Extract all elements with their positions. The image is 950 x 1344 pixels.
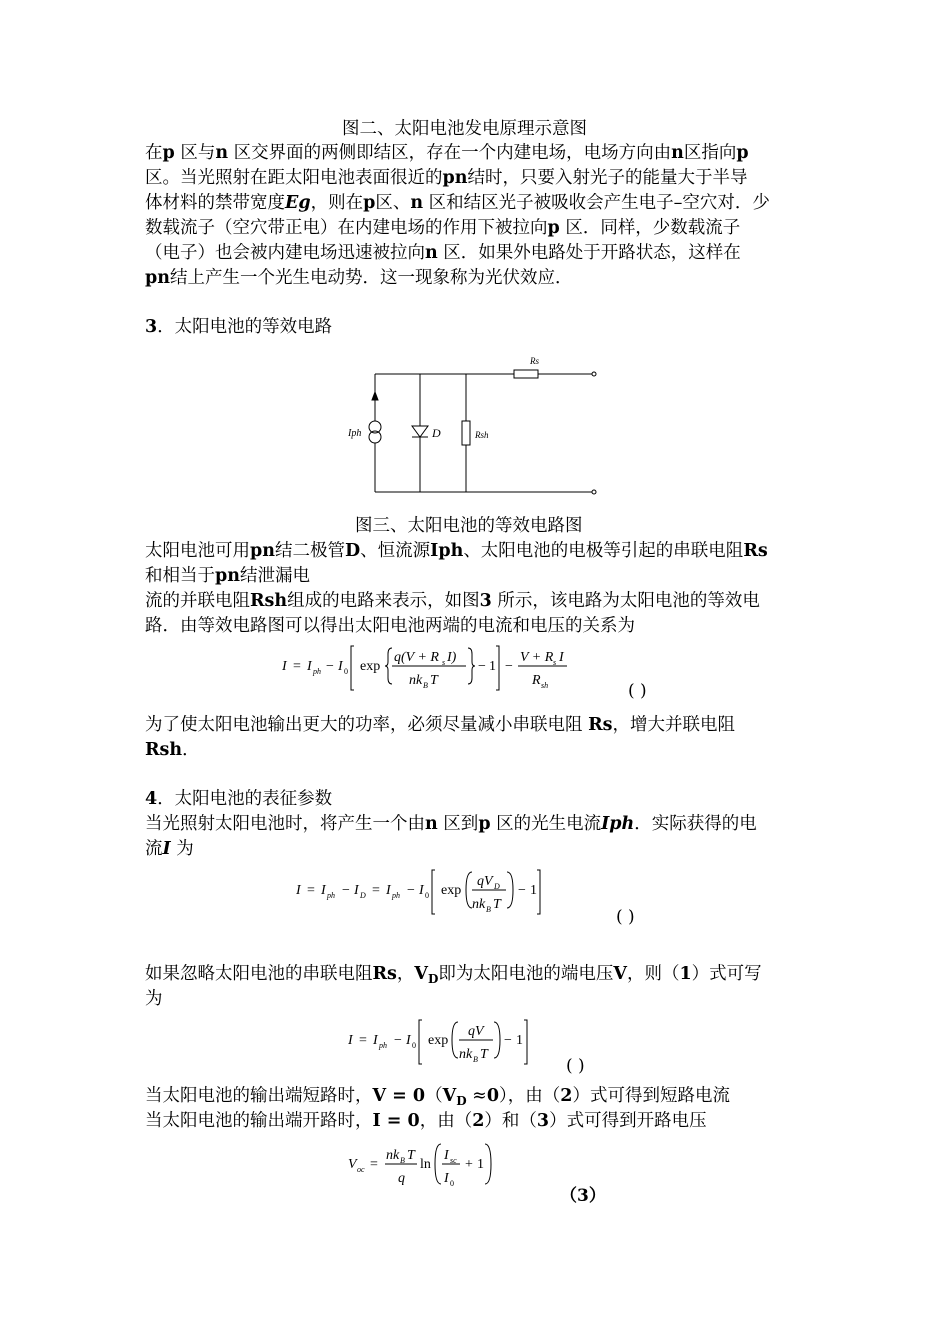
svg-text:I: I bbox=[419, 883, 424, 898]
svg-text:−: − bbox=[518, 883, 526, 898]
svg-text:s: s bbox=[442, 658, 446, 667]
equation-1 bbox=[282, 642, 582, 694]
svg-text:I): I) bbox=[447, 650, 457, 665]
para1-line3: 体材料的禁带宽度Eg，则在p区、n 区和结区光子被吸收会产生电子–空穴对．少 bbox=[145, 193, 770, 213]
para1-line5: （电子）也会被内建电场迅速被拉向n 区．如果外电路处于开路状态，这样在 bbox=[145, 243, 741, 263]
svg-text:s: s bbox=[553, 658, 557, 667]
svg-text:−: − bbox=[478, 659, 486, 674]
svg-text:I: I bbox=[348, 1033, 353, 1048]
equation-3 bbox=[348, 1016, 538, 1068]
para3-line2: Rsh． bbox=[145, 740, 200, 760]
svg-text:B: B bbox=[400, 1156, 405, 1165]
svg-text:nk: nk bbox=[472, 897, 486, 912]
svg-text:I: I bbox=[444, 1148, 449, 1163]
equation-4 bbox=[348, 1140, 498, 1194]
svg-text:B: B bbox=[486, 905, 491, 914]
svg-text:T: T bbox=[430, 673, 438, 688]
para1-line4: 数载流子（空穴带正电）在内建电场的作用下被拉向p 区．同样，少数载流子 bbox=[145, 218, 741, 238]
para2-line4: 路．由等效电路图可以得出太阳电池两端的电流和电压的关系为 bbox=[145, 616, 635, 636]
svg-text:I: I bbox=[354, 883, 359, 898]
svg-text:nk: nk bbox=[459, 1047, 473, 1062]
svg-text:−: − bbox=[407, 883, 415, 898]
svg-text:nk: nk bbox=[386, 1148, 400, 1163]
svg-text:=: = bbox=[372, 883, 380, 898]
para2-line3: 流的并联电阻Rsh组成的电路来表示，如图3 所示，该电路为太阳电池的等效电 bbox=[145, 591, 760, 611]
para1-line6: pn结上产生一个光生电动势．这一现象称为光伏效应． bbox=[145, 268, 573, 288]
svg-text:=: = bbox=[307, 883, 315, 898]
svg-text:T: T bbox=[480, 1047, 488, 1062]
rsh-label: Rsh bbox=[475, 430, 489, 440]
equation-2-number: ( ) bbox=[616, 907, 635, 927]
svg-text:I: I bbox=[373, 1033, 378, 1048]
para4-line1: 当光照射太阳电池时，将产生一个由n 区到p 区的光生电流Iph．实际获得的电 bbox=[145, 814, 757, 834]
svg-text:−: − bbox=[394, 1033, 402, 1048]
svg-text:q(V + R: q(V + R bbox=[394, 650, 439, 665]
svg-text:I: I bbox=[307, 659, 312, 674]
svg-text:sc: sc bbox=[450, 1156, 457, 1165]
svg-text:1: 1 bbox=[530, 883, 537, 898]
svg-text:−: − bbox=[326, 659, 334, 674]
svg-text:=: = bbox=[293, 659, 301, 674]
svg-text:I: I bbox=[321, 883, 326, 898]
svg-text:nk: nk bbox=[409, 673, 423, 688]
svg-text:V + R: V + R bbox=[520, 650, 554, 665]
section3-heading: 3．太阳电池的等效电路 bbox=[145, 317, 333, 337]
svg-text:R: R bbox=[532, 673, 541, 688]
svg-text:−: − bbox=[505, 659, 513, 674]
svg-text:D: D bbox=[360, 891, 366, 900]
svg-text:D: D bbox=[494, 882, 500, 891]
svg-text:sh: sh bbox=[541, 681, 549, 690]
equation-4-number: （3） bbox=[560, 1186, 606, 1206]
svg-text:T: T bbox=[493, 897, 501, 912]
svg-text:I: I bbox=[282, 659, 287, 674]
svg-text:qV: qV bbox=[468, 1024, 484, 1039]
svg-text:ph: ph bbox=[313, 667, 321, 676]
equivalent-circuit-diagram bbox=[340, 350, 610, 500]
svg-text:I: I bbox=[338, 659, 343, 674]
para4-line2: 流I 为 bbox=[145, 839, 194, 859]
svg-text:=: = bbox=[370, 1157, 378, 1172]
svg-text:I: I bbox=[406, 1033, 411, 1048]
svg-text:I: I bbox=[559, 650, 564, 665]
svg-text:1: 1 bbox=[477, 1157, 484, 1172]
fig3-caption: 图三、太阳电池的等效电路图 bbox=[355, 516, 583, 536]
svg-text:V: V bbox=[348, 1157, 357, 1172]
svg-text:1: 1 bbox=[516, 1033, 523, 1048]
svg-text:B: B bbox=[473, 1055, 478, 1064]
svg-text:qV: qV bbox=[477, 874, 493, 889]
svg-text:I: I bbox=[386, 883, 391, 898]
para5-line1: 如果忽略太阳电池的串联电阻Rs，$V_D$即为太阳电池的端电压V，则（1）式可写 bbox=[145, 964, 762, 986]
equation-3-number: ( ) bbox=[566, 1056, 585, 1076]
svg-text:q: q bbox=[398, 1171, 405, 1186]
svg-text:0: 0 bbox=[425, 891, 429, 900]
svg-text:exp: exp bbox=[428, 1033, 449, 1048]
para1-line2: 区。当光照射在距太阳电池表面很近的pn结时，只要入射光子的能量大于半导 bbox=[145, 168, 748, 188]
para1-line1: 在p 区与n 区交界面的两侧即结区，存在一个内建电场，电场方向由n区指向p bbox=[145, 143, 749, 163]
svg-text:ph: ph bbox=[379, 1041, 387, 1050]
svg-text:I: I bbox=[296, 883, 301, 898]
svg-text:oc: oc bbox=[357, 1165, 365, 1174]
svg-text:−: − bbox=[342, 883, 350, 898]
svg-text:I: I bbox=[444, 1171, 449, 1186]
equation-2 bbox=[296, 866, 556, 918]
para2-line2: 和相当于pn结泄漏电 bbox=[145, 566, 310, 586]
svg-text:ph: ph bbox=[392, 891, 400, 900]
svg-text:0: 0 bbox=[412, 1041, 416, 1050]
svg-text:0: 0 bbox=[450, 1179, 454, 1188]
svg-text:1: 1 bbox=[489, 659, 496, 674]
svg-text:exp: exp bbox=[360, 659, 381, 674]
diode-label: D bbox=[432, 426, 441, 440]
svg-text:T: T bbox=[407, 1148, 415, 1163]
svg-text:B: B bbox=[423, 681, 428, 690]
svg-text:0: 0 bbox=[344, 667, 348, 676]
iph-label: Iph bbox=[348, 428, 362, 439]
para6-line1: 当太阳电池的输出端短路时，$V = 0(V_D \approx 0)$，由（2）式可得到短路电流 bbox=[145, 1086, 730, 1108]
svg-text:=: = bbox=[359, 1033, 367, 1048]
svg-text:ph: ph bbox=[327, 891, 335, 900]
svg-text:−: − bbox=[504, 1033, 512, 1048]
rs-label: Rs bbox=[530, 356, 539, 366]
para6-line2: 当太阳电池的输出端开路时，I = 0，由（2）和（3）式可得到开路电压 bbox=[145, 1111, 707, 1131]
fig2-caption: 图二、太阳电池发电原理示意图 bbox=[342, 119, 587, 139]
svg-text:exp: exp bbox=[441, 883, 462, 898]
para3-line1: 为了使太阳电池输出更大的功率，必须尽量减小串联电阻 Rs，增大并联电阻 bbox=[145, 715, 735, 735]
section4-heading: 4．太阳电池的表征参数 bbox=[145, 789, 333, 809]
svg-text:+: + bbox=[465, 1157, 473, 1172]
para2-line1: 太阳电池可用pn结二极管D、恒流源Iph、太阳电池的电极等引起的串联电阻Rs bbox=[145, 541, 768, 561]
equation-1-number: ( ) bbox=[628, 681, 647, 701]
svg-text:ln: ln bbox=[420, 1157, 431, 1172]
para5-line2: 为 bbox=[145, 989, 163, 1009]
